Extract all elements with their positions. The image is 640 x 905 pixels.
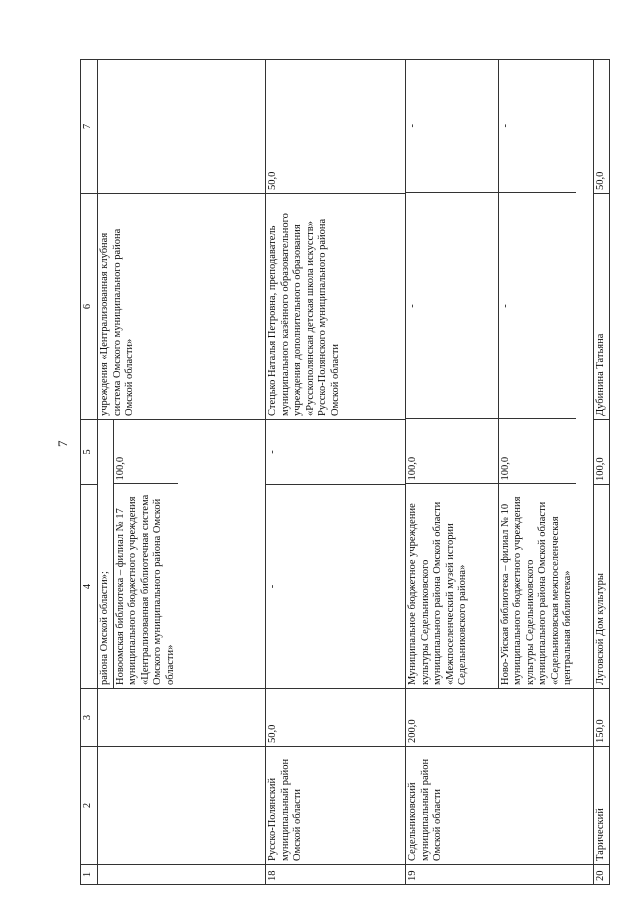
table-row-20 [594, 60, 610, 885]
row19-pct1: 100,0 [406, 419, 498, 484]
cont-inst-top: района Омской области»; [99, 571, 110, 685]
row19-inst1: Муниципальное бюджетное учреждение культуры Седельниковского муниципального района Омской области «Межпоселенческий музей истории Седельниковского района» [407, 501, 468, 685]
row19-pamt2: - [498, 59, 576, 193]
page-number: 7 [55, 440, 70, 447]
row18-person: Стецько Наталья Петровна, преподаватель муниципального казённого образовательного учреждения дополнительного образования «Русскополянская детская школа искусств» Русско-Полянского муниципального района Омской области [266, 194, 406, 420]
row19-pamt1: - [406, 59, 498, 193]
row20-amount: 150,0 [594, 689, 610, 747]
row20-person: Дубинина Татьяна [594, 194, 610, 420]
row18-amount: 50,0 [266, 689, 406, 747]
row18-institution: - [266, 485, 406, 689]
cont-num [98, 865, 266, 885]
cont-amount [98, 689, 266, 747]
row19-details [406, 60, 594, 689]
cont-inst-bottom: Новоомская библиотека – филиал № 17 муниципального бюджетного учреждения «Централизованная библиотечная система Омского муниципального района Омской области» [113, 484, 178, 688]
header-col-2: 2 [81, 747, 98, 865]
table-row-19 [406, 60, 594, 885]
row20-institution: Луговской Дом культуры [594, 485, 610, 689]
cont-institutions [98, 420, 266, 689]
row18-percent: - [266, 420, 406, 485]
row19-district: Седельниковский муниципальный район Омской области [406, 747, 594, 865]
row18-district: Русско-Полянский муниципальный район Омской области [266, 747, 406, 865]
row19-person1: - [406, 193, 498, 419]
table-stage [80, 60, 610, 885]
table-row-continuation [98, 60, 266, 885]
row20-percent: 100,0 [594, 420, 610, 485]
row19-inst2: Ново-Уйская библиотека – филиал № 10 муниципального бюджетного учреждения культуры Седельниковского муниципального района Омской области «Седельниковская межпоселенческая центральная библиотека» [498, 484, 576, 688]
header-col-7: 7 [81, 60, 98, 194]
row19-subtable [406, 59, 576, 688]
header-col-5: 5 [81, 420, 98, 485]
row20-district: Тарический [594, 747, 610, 865]
header-col-1: 1 [81, 865, 98, 885]
cont-person: учреждения «Централизованная клубная система Омского муниципального района Омской области» [98, 194, 266, 420]
row19-amount: 200,0 [406, 689, 594, 747]
cont-subtable [98, 419, 178, 688]
cont-pct-top [98, 419, 113, 484]
header-col-4: 4 [81, 485, 98, 689]
cont-district [98, 747, 266, 865]
awards-table [80, 59, 610, 885]
row19-num: 19 [406, 865, 594, 885]
row19-pct2: 100,0 [498, 419, 576, 484]
row20-num: 20 [594, 865, 610, 885]
row18-person-amount: 50,0 [266, 60, 406, 194]
header-row [81, 60, 98, 885]
cont-person-amount [98, 60, 266, 194]
row20-person-amount: 50,0 [594, 60, 610, 194]
row18-num: 18 [266, 865, 406, 885]
table-row-18 [266, 60, 406, 885]
header-col-3: 3 [81, 689, 98, 747]
row19-person2: - [498, 193, 576, 419]
cont-pct-bottom: 100,0 [113, 419, 178, 484]
header-col-6: 6 [81, 194, 98, 420]
